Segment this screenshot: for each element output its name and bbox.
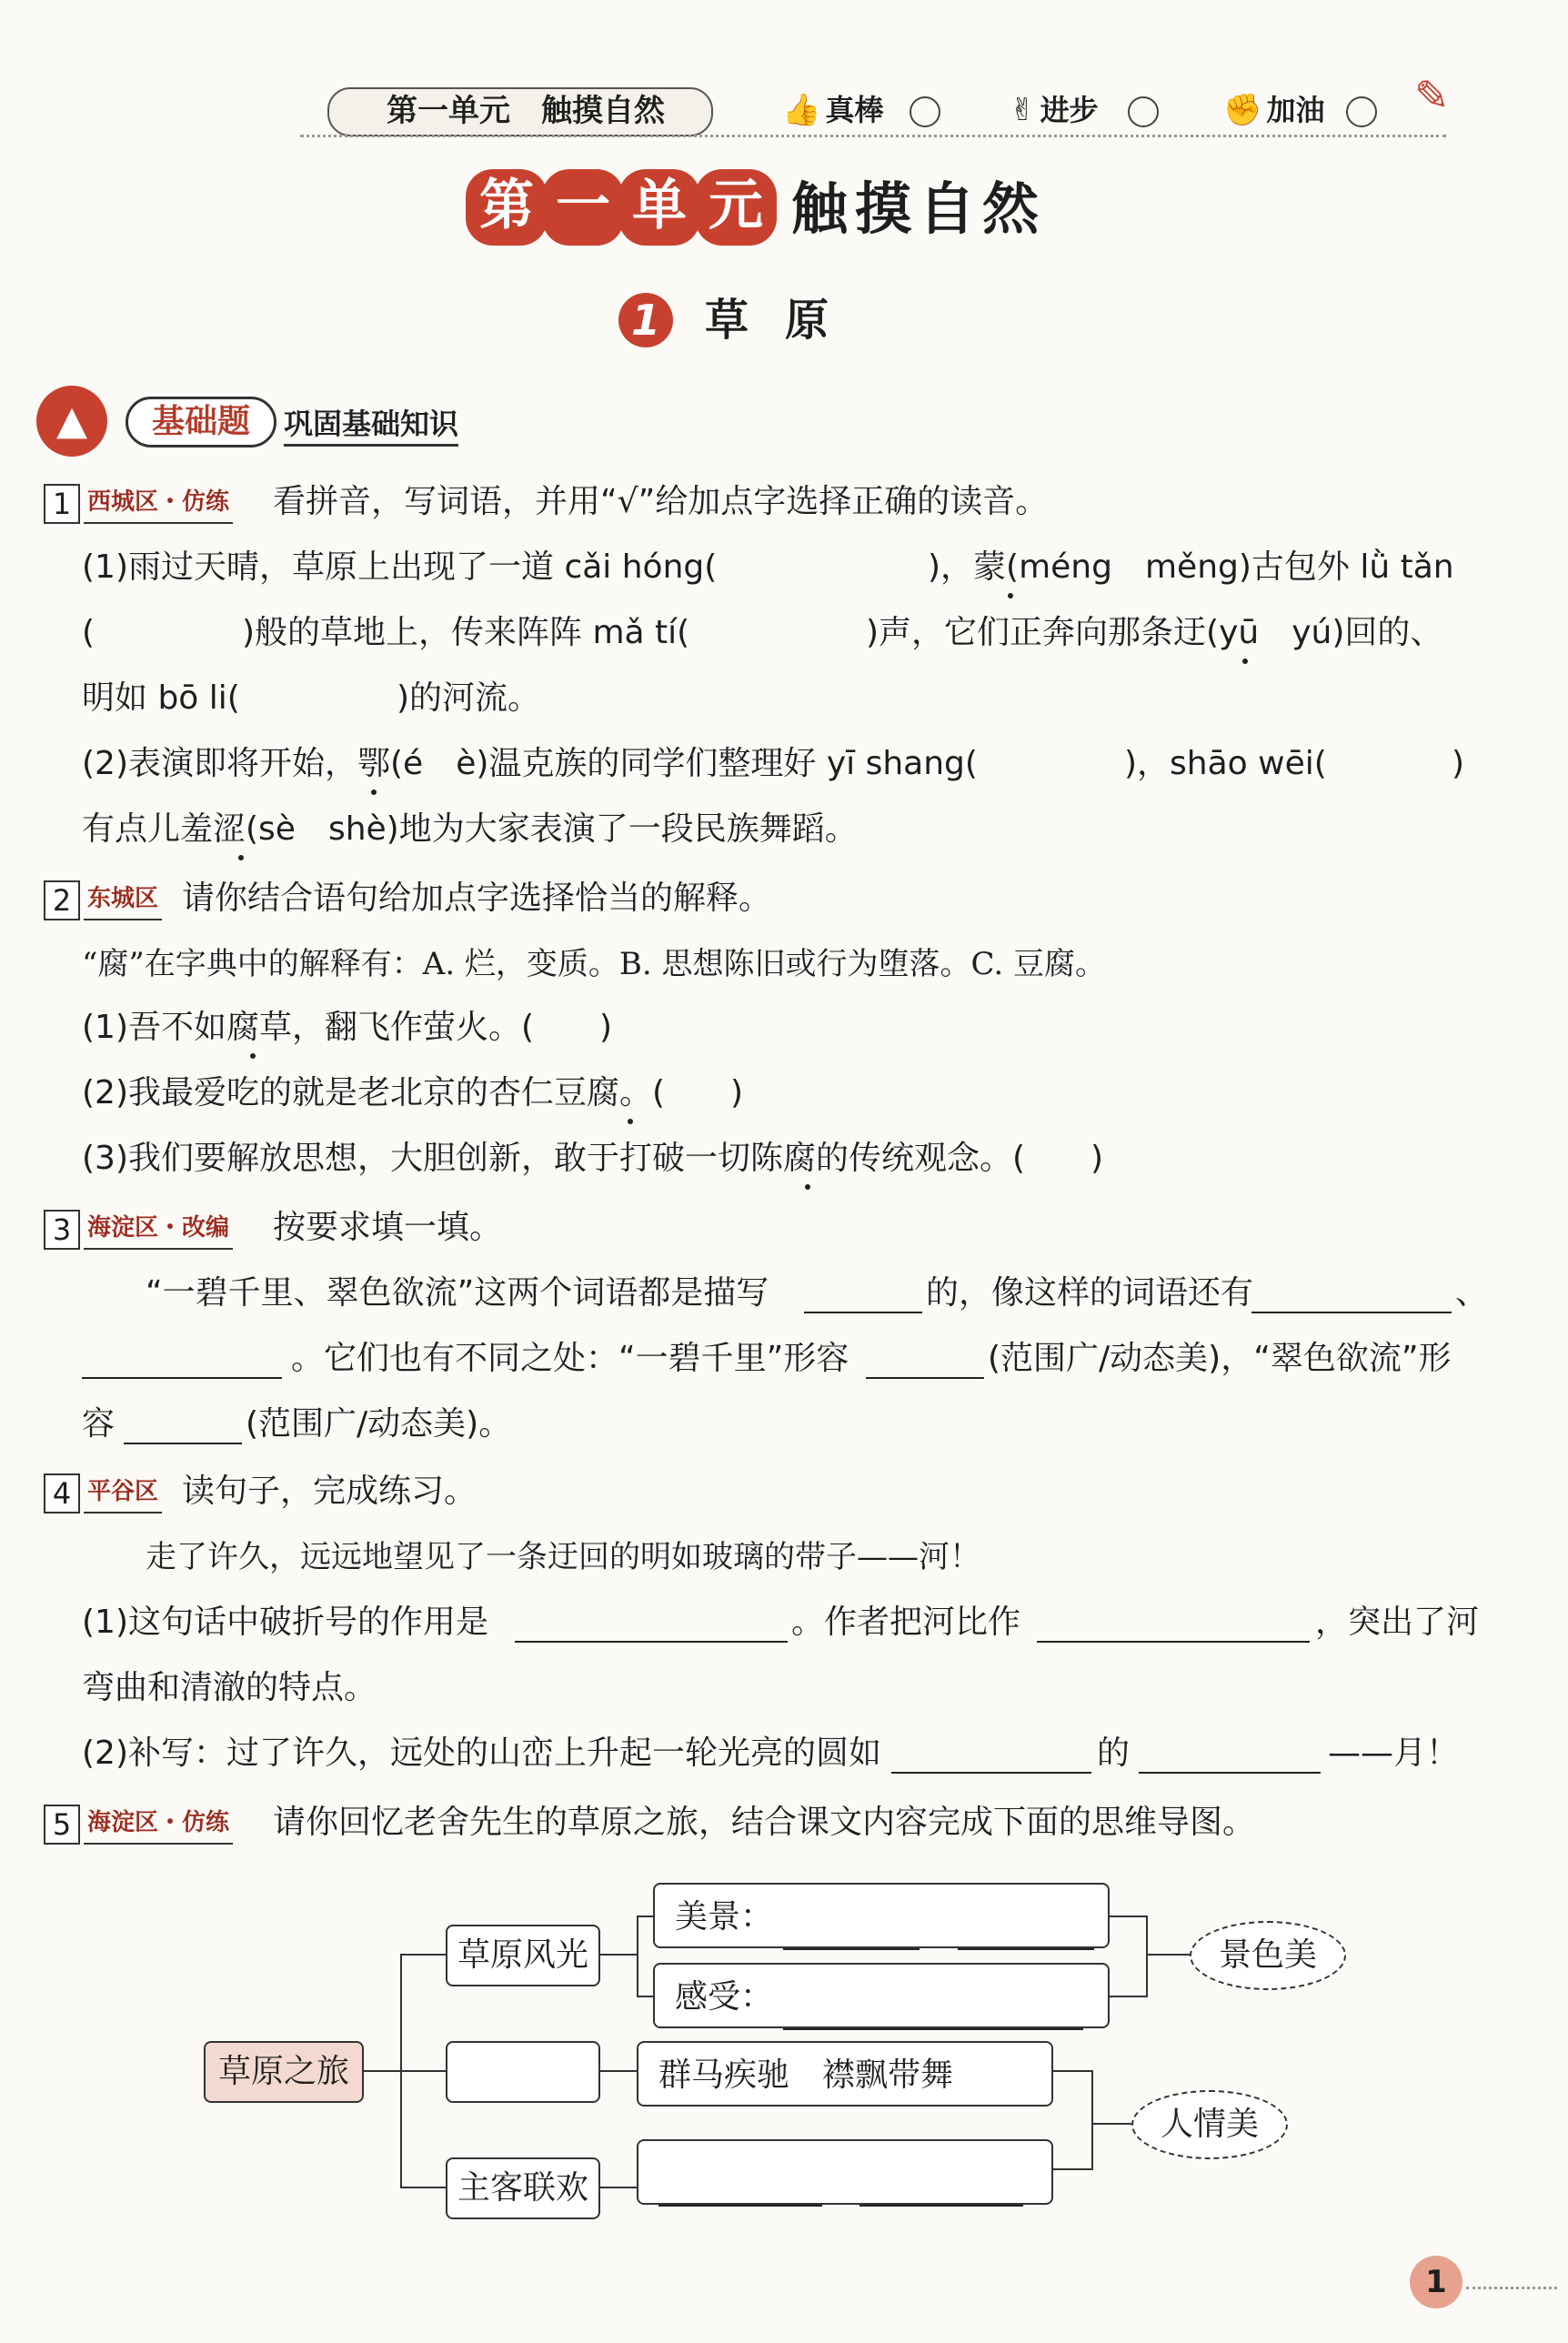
question-prompt: 读句子，完成练习。 [182,1473,477,1510]
mindmap-oval-people: 人情美 [1131,2090,1288,2159]
mindmap-gathering-box [637,2139,1053,2205]
answer-blank[interactable] [783,1921,920,1950]
q4-line3b: 的 [1097,1735,1131,1772]
header-divider [300,135,1446,137]
rating-circle[interactable] [1128,96,1159,127]
mindmap-feeling-box [653,1963,1110,2028]
connector-line [1146,1916,1148,1997]
q1-line4b: )，shāo wēi( [1124,745,1327,782]
header-unit-label: 第一单元 触摸自然 [387,93,665,129]
answer-blank[interactable] [783,2001,1083,2030]
thumbs-up-icon: 👍 [782,92,821,128]
q1-line2b: )般的草地上，传来阵阵 mǎ tí( [242,614,690,651]
question-number: 3 [44,1210,80,1250]
answer-blank[interactable] [804,1282,922,1313]
q3-line1c: 、 [1455,1274,1489,1312]
q1-line1a: (1)雨过天晴，草原上出现了一道 cǎi hóng( [82,548,718,586]
q1-line3b: )的河流。 [397,679,541,717]
answer-blank[interactable] [124,1413,242,1444]
mindmap-horses-box: 群马疾驰 襟飘带舞 [637,2041,1053,2107]
answer-blank[interactable] [1037,1612,1310,1643]
emphasis-dot [250,1053,256,1059]
mindmap-branch-gathering: 主客联欢 [446,2157,600,2219]
page-number: 1 [1410,2256,1462,2308]
q2-item: (2)我最爱吃的就是老北京的杏仁豆腐。( ) [82,1074,744,1111]
connector-line [597,2070,637,2072]
mindmap-oval-scenery: 景色美 [1190,1921,1346,1990]
question-source: 海淀区・仿练 [84,1803,233,1845]
q4-line1b: 。作者把河比作 [791,1604,1021,1641]
mindmap-branch-blank[interactable] [446,2041,600,2103]
emphasis-dot [1008,593,1013,598]
emphasis-dot [1242,659,1248,664]
connector-line [400,1954,446,1956]
q1-line4c: ) [1452,745,1465,782]
footer-dots [1466,2287,1557,2289]
answer-blank[interactable] [1139,1743,1321,1774]
answer-blank[interactable] [891,1743,1091,1774]
connector-line [1146,1954,1190,1956]
connector-line [637,1996,653,1997]
scenery-label: 美景： [675,1898,774,1936]
emphasis-dot [805,1184,810,1190]
q1-line2a: ( [82,614,95,651]
badge-jiayou [1223,87,1324,129]
mindmap-root: 草原之旅 [204,2041,364,2103]
question-number: 2 [44,880,80,920]
rating-circle[interactable] [1346,96,1377,127]
answer-blank[interactable] [866,1348,984,1379]
section-label: 基础题 [126,397,276,447]
feeling-label: 感受： [675,1978,774,2016]
connector-line [360,2070,400,2072]
q2-definition: “腐”在字典中的解释有：A. 烂，变质。B. 思想陈旧或行为堕落。C. 豆腐。 [82,946,1106,982]
q1-line2c: )声，它们正奔向那条迂(yū yú)回的、 [866,614,1443,651]
q3-line1a: “一碧千里、翠色欲流”这两个词语都是描写 [146,1274,769,1312]
q1-line3a: 明如 bō li( [82,679,240,717]
question-source: 海淀区・改编 [84,1208,233,1250]
tree-icon: ▲ [36,386,107,457]
question-number: 4 [44,1473,80,1513]
emphasis-dot [371,789,377,795]
unit-char: 单 [618,169,700,246]
question-prompt: 请你回忆老舍先生的草原之旅，结合课文内容完成下面的思维导图。 [273,1804,1256,1841]
q4-line1c: ，突出了河 [1315,1604,1480,1641]
q2-item: (1)吾不如腐草，翻飞作萤火。( ) [82,1009,613,1046]
answer-blank[interactable] [1251,1282,1452,1313]
question-source: 平谷区 [84,1472,162,1513]
connector-line [400,2070,446,2072]
rating-circle[interactable] [910,96,940,127]
q3-line3b: (范围广/动态美)。 [246,1405,512,1443]
unit-char: 元 [695,169,777,246]
q4-line1a: (1)这句话中破折号的作用是 [82,1604,488,1641]
unit-char: 一 [542,169,624,246]
answer-blank[interactable] [859,2177,1023,2207]
answer-blank[interactable] [958,1921,1094,1950]
question-number: 5 [44,1805,80,1845]
pencil-icon: ✎ [1414,71,1450,120]
q4-line3a: (2)补写：过了许久，远处的山峦上升起一轮光亮的圆如 [82,1735,881,1772]
q4-quote: 走了许久，远远地望见了一条迂回的明如玻璃的带子——河！ [146,1539,980,1575]
connector-line [597,2187,637,2188]
unit-title: 触摸自然 [791,176,1047,242]
lesson-number: 1 [618,293,673,347]
q1-line5: 有点儿羞涩(sè shè)地为大家表演了一段民族舞蹈。 [82,810,858,848]
badge-label: 进步 [1040,93,1099,127]
question-source: 西城区・仿练 [84,482,233,524]
q3-line2a: 。它们也有不同之处：“一碧千里”形容 [291,1340,849,1377]
q3-line3a: 容 [82,1405,116,1443]
mindmap-branch-scenery: 草原风光 [446,1925,600,1986]
question-number: 1 [44,484,80,524]
badge-label: 加油 [1266,93,1325,127]
unit-char: 第 [466,169,548,246]
q3-line2b: (范围广/动态美)，“翠色欲流”形 [988,1340,1452,1377]
emphasis-dot [628,1119,633,1124]
victory-hand-icon: ✌ [1010,92,1036,128]
connector-line [597,1954,637,1956]
badge-jinbu [1010,87,1099,129]
badge-zhenbang [782,87,883,129]
badge-label: 真棒 [825,93,884,127]
q4-line2: 弯曲和清澈的特点。 [82,1669,377,1706]
connector-line [1110,1996,1146,1997]
connector-line [1091,2070,1093,2170]
answer-blank[interactable] [658,2177,822,2207]
q2-item: (3)我们要解放思想，大胆创新，敢于打破一切陈腐的传统观念。( ) [82,1140,1104,1177]
answer-blank[interactable] [82,1348,282,1379]
section-subtitle: 巩固基础知识 [284,404,458,447]
q1-line1b: )，蒙(méng měng)古包外 lǜ tǎn [928,548,1454,586]
answer-blank[interactable] [515,1612,788,1643]
connector-line [400,2187,446,2188]
connector-line [1091,2123,1131,2125]
mindmap-scenery-box [653,1883,1110,1948]
q1-line4a: (2)表演即将开始，鄂(é è)温克族的同学们整理好 yī shang( [82,745,978,782]
emphasis-dot [238,855,244,860]
q3-line1b: 的，像这样的词语还有 [926,1274,1254,1312]
connector-line [1053,2070,1091,2072]
lesson-title: 草原 [705,295,866,346]
question-source: 东城区 [84,879,162,920]
q4-line3c: ——月！ [1328,1735,1460,1772]
connector-line [1110,1916,1146,1917]
question-prompt: 看拼音，写词语，并用“√”给加点字选择正确的读音。 [273,483,1049,520]
question-prompt: 请你结合语句给加点字选择恰当的解释。 [182,880,772,917]
connector-line [637,1916,638,1997]
fist-icon: ✊ [1223,92,1262,128]
question-prompt: 按要求填一填。 [273,1209,503,1246]
connector-line [637,1916,653,1917]
connector-line [1053,2168,1091,2170]
